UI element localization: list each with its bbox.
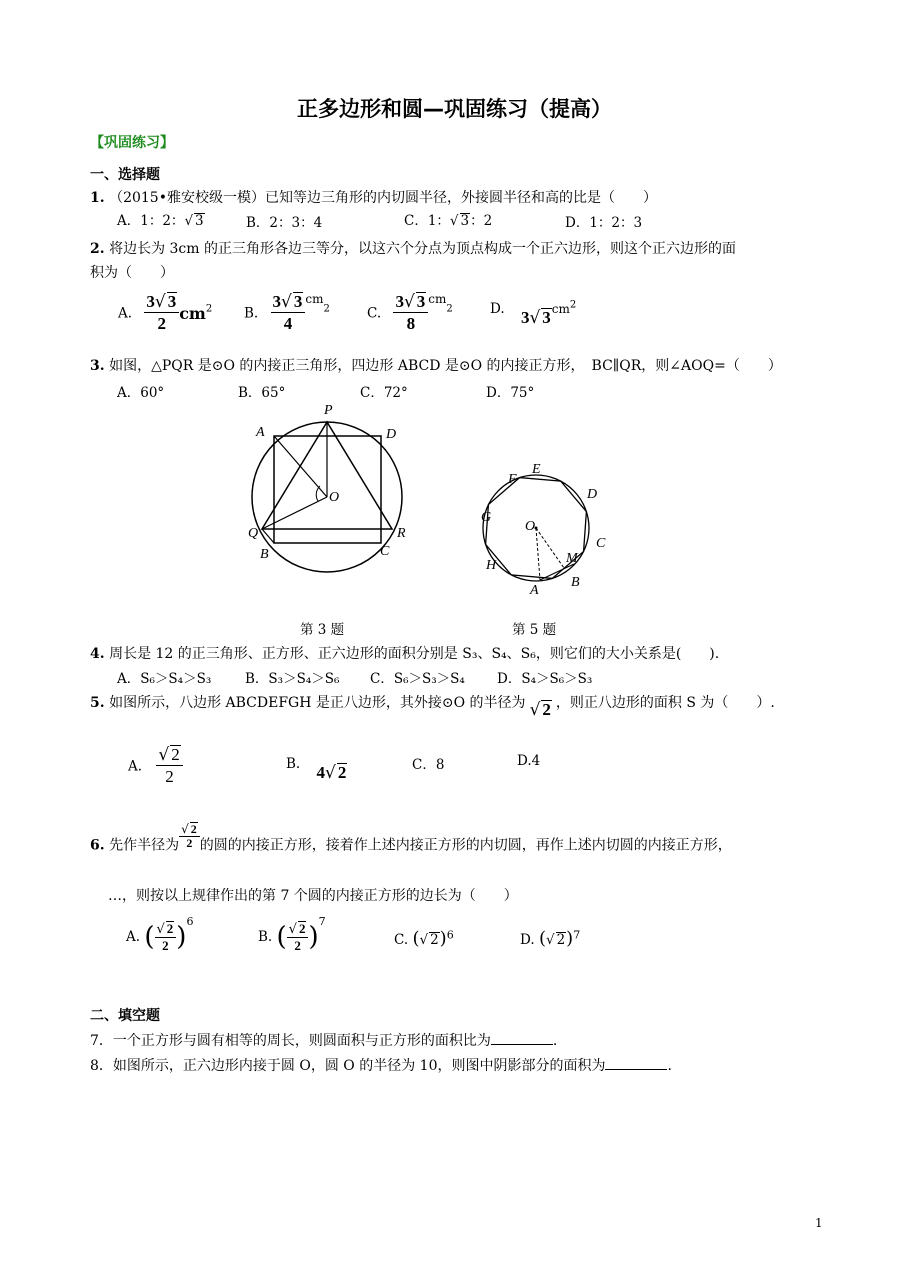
fig3-label-a: A	[256, 425, 265, 440]
question-4: 4. 周长是 12 的正三角形、正方形、正六边形的面积分别是 S₃、S₄、S₆，则它们的大小关系是( ).	[90, 646, 720, 662]
question-2: 2. 将边长为 3cm 的正三角形各边三等分，以这六个分点为顶点构成一个正六边形，则这个正六边形的面	[90, 241, 736, 257]
question-6-line2: …，则按以上规律作出的第 7 个圆的内接正方形的边长为（ ）	[108, 888, 518, 904]
fig5-label-a: A	[530, 583, 539, 598]
q2-option-c: C. $\frac{3√ 3}{8}$ $cm^2$	[367, 292, 453, 333]
fig5-label-d: D	[587, 487, 598, 502]
q4-option-c: C．S₆＞S₃＞S₄	[370, 671, 465, 687]
q7-answer-blank[interactable]	[491, 1030, 553, 1045]
q3-option-c: C．72°	[360, 385, 408, 401]
fig5-label-m: M	[566, 551, 578, 566]
q6-option-a: A. ( $\frac{√ 2}{2}$ )$^6$	[126, 915, 194, 953]
q1-option-d: D．1：2：3	[565, 215, 643, 231]
part-heading-fill: 二、填空题	[90, 1008, 160, 1024]
fig3-label-q: Q	[248, 526, 259, 541]
q5-option-b: B. 4√ 2	[286, 756, 347, 783]
fig5-label-e: E	[532, 462, 541, 477]
fig5-label-o: O	[525, 519, 536, 534]
question-1: 1. （2015•雅安校级一模）已知等边三角形的内切圆半径，外接圆半径和高的比是（ ）	[90, 190, 657, 206]
question-3: 3. 如图，△PQR 是⊙O 的内接正三角形，四边形 ABCD 是⊙O 的内接正方形， BC∥QR，则∠AOQ=（ ）	[90, 358, 782, 374]
figure-3-caption: 第 3 题	[300, 622, 345, 638]
fig3-label-p: P	[324, 403, 333, 418]
q2-option-a: A. $\frac{3√ 3}{2}$ $cm^2$	[118, 292, 213, 333]
fig3-label-r: R	[397, 526, 406, 541]
q6-option-b: B. ( $\frac{√ 2}{2}$ )$^7$	[258, 915, 326, 953]
question-8: 8．如图所示，正六边形内接于圆 O，圆 O 的半径为 10，则图中阴影部分的面积为 .	[90, 1055, 672, 1075]
figure-3-diagram	[240, 398, 420, 578]
q3-option-b: B．65°	[238, 385, 286, 401]
q1-option-b: B．2：3：4	[246, 215, 323, 231]
fig3-label-d: D	[386, 427, 397, 442]
part-heading-choice: 一、选择题	[90, 167, 160, 183]
section-tag: 【巩固练习】	[90, 135, 174, 151]
page-number: 1	[815, 1216, 823, 1230]
q8-answer-blank[interactable]	[605, 1055, 667, 1070]
q1-option-a: A．1：2：√ 3	[117, 213, 204, 229]
q5-option-d: D.4	[517, 753, 541, 769]
q6-option-d: D. (√ 2)$^7$	[520, 928, 581, 949]
fig3-label-c: C	[380, 544, 390, 559]
q4-option-b: B．S₃＞S₄＞S₆	[245, 671, 340, 687]
question-7: 7．一个正方形与圆有相等的周长，则圆面积与正方形的面积比为 .	[90, 1030, 557, 1050]
figure-5-caption: 第 5 题	[512, 622, 557, 638]
q1-option-c: C．1：√ 3：2	[404, 213, 493, 229]
q6-option-c: C. (√ 2)$^6$	[394, 928, 454, 949]
fig5-label-h: H	[486, 558, 497, 573]
q3-option-a: A．60°	[117, 385, 165, 401]
q3-option-d: D．75°	[486, 385, 535, 401]
fig5-label-f: F	[508, 472, 517, 487]
figure-5-diagram	[478, 458, 613, 598]
question-5: 5. 如图所示，八边形 ABCDEFGH 是正八边形，其外接⊙O 的半径为 √ 2 ，则正八边形的面积 S 为（ ）.	[90, 695, 775, 720]
page-title: 正多边形和圆—巩固练习（提高）	[297, 97, 612, 121]
q5-option-a: A. $\frac{√ 2}{2}$	[128, 745, 183, 788]
question-6: 6. 先作半径为 $\frac{√ 2}{2}$ 的圆的内接正方形，接着作上述内接正方形的内切圆，再作上述内切圆的内接正方形，	[90, 822, 732, 854]
q5-option-c: C．8	[412, 757, 445, 773]
q4-option-d: D．S₄＞S₆＞S₃	[497, 671, 593, 687]
fig5-label-g: G	[481, 510, 492, 525]
question-2-line2: 积为（ ）	[90, 265, 174, 281]
fig5-label-b: B	[571, 575, 580, 590]
fig5-label-c: C	[596, 536, 606, 551]
q2-option-b: B. $\frac{3√ 3}{4}$ $cm^2$	[244, 292, 330, 333]
fig3-label-b: B	[260, 547, 269, 562]
q4-option-a: A．S₆＞S₄＞S₃	[117, 671, 212, 687]
fig3-label-o: O	[329, 490, 340, 505]
q2-option-d: D. 3√ $3cm^2$	[490, 299, 577, 328]
